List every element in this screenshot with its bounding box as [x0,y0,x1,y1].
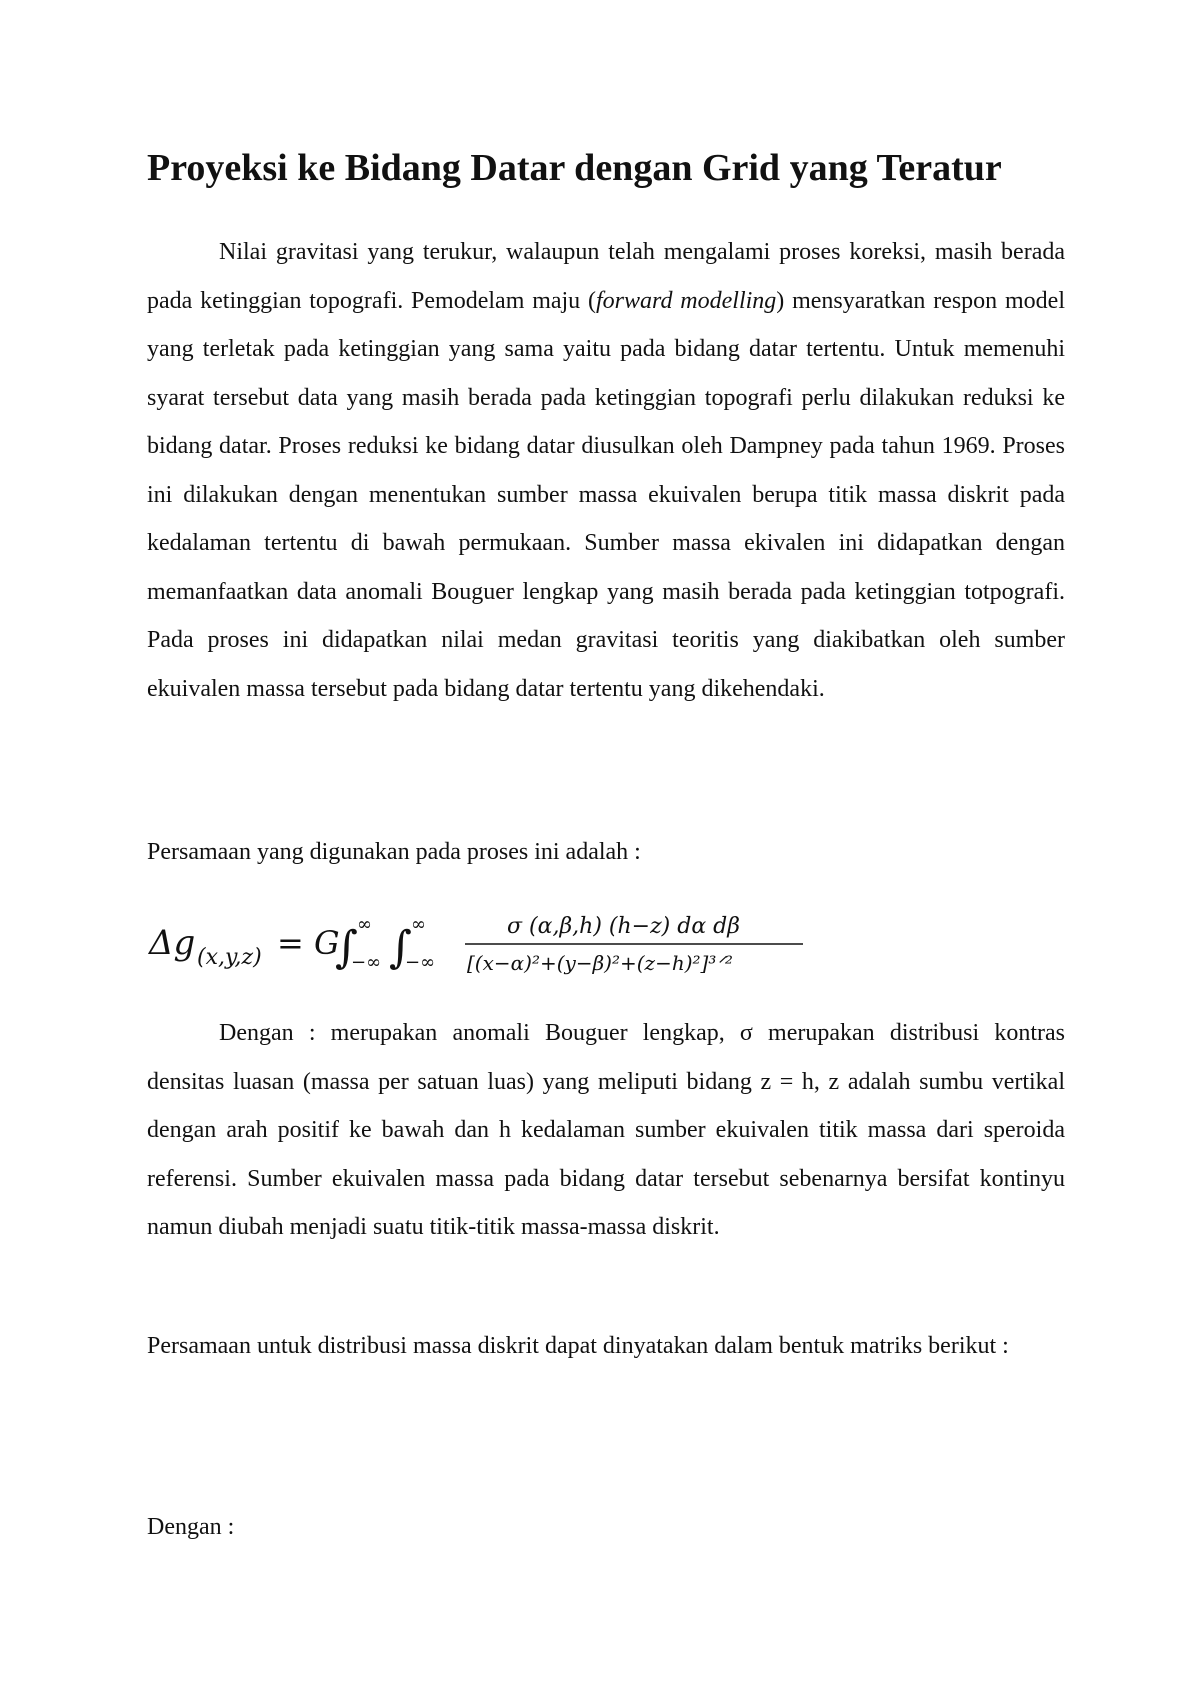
document-title: Proyeksi ke Bidang Datar dengan Grid yang Teratur [147,147,1002,189]
integral-1-upper-limit: ∞ [357,914,372,935]
integral-1-lower-limit: −∞ [351,952,382,973]
integral-2-lower-limit: −∞ [405,952,436,973]
integral-sign-2: ∫ [389,922,412,973]
gravity-equation-svg [147,898,827,988]
equation-denominator: [(x−α)²+(y−β)²+(z−h)²]³ᐟ² [467,951,733,975]
equation-lhs: Δg [149,923,196,963]
equation-numerator: σ (α,β,h) (h−z) dα dβ [507,914,740,939]
paragraph-intro-text-2: ) mensyaratkan respon model yang terletak pada ketinggian yang sama yaitu pada bidang datar tertentu. Untuk memenuhi syarat tersebut data yang masih berada pada ketinggian topografi perlu dilakukan reduksi ke bidang datar. Proses reduksi ke bidang datar diusulkan oleh Dampney pada tahun 1969. Proses ini dilakukan dengan menentukan sumber massa ekuivalen berupa titik massa diskrit pada kedalaman tertentu di bawah permukaan. Sumber massa ekivalen ini didapatkan dengan memanfaatkan data anomali Bouguer lengkap yang masih berada pada ketinggian totpografi. Pada proses ini didapatkan nilai medan gravitasi teoritis yang diakibatkan oleh sumber ekuivalen massa tersebut pada bidang datar tertentu yang dikehendaki. [147,287,1065,702]
integral-sign-1: ∫ [335,922,358,973]
paragraph-explanation: Dengan : merupakan anomali Bouguer lengkap, σ merupakan distribusi kontras densitas luasan (massa per satuan luas) yang meliputi bidang z = h, z adalah sumbu vertikal dengan arah positif ke bawah dan h kedalaman sumber ekuivalen titik massa dari speroida referensi. Sumber ekuivalen massa pada bidang datar tersebut sebenarnya bersifat kontinyu namun diubah menjadi suatu titik-titik massa-massa diskrit. [147,1020,1065,1240]
equation-equals-g: = G [277,924,340,962]
paragraph-intro-italic-term: forward modelling [596,287,777,314]
paragraph-matrix-intro: Persamaan untuk distribusi massa diskrit dapat dinyatakan dalam bentuk matriks berikut : [147,1333,1009,1359]
paragraph-intro-text-1: Nilai gravitasi yang terukur, walaupun telah mengalami proses koreksi, masih berada pada ketinggian topografi. Pemodelam maju ( [147,239,1065,314]
equation-lhs-subscript: (x,y,z) [197,945,262,970]
gravity-equation [147,898,827,988]
paragraph-with: Dengan : [147,1514,235,1540]
paragraph-intro [147,228,1065,713]
integral-2-upper-limit: ∞ [411,914,426,935]
paragraph-equation-intro: Persamaan yang digunakan pada proses ini adalah : [147,839,641,865]
